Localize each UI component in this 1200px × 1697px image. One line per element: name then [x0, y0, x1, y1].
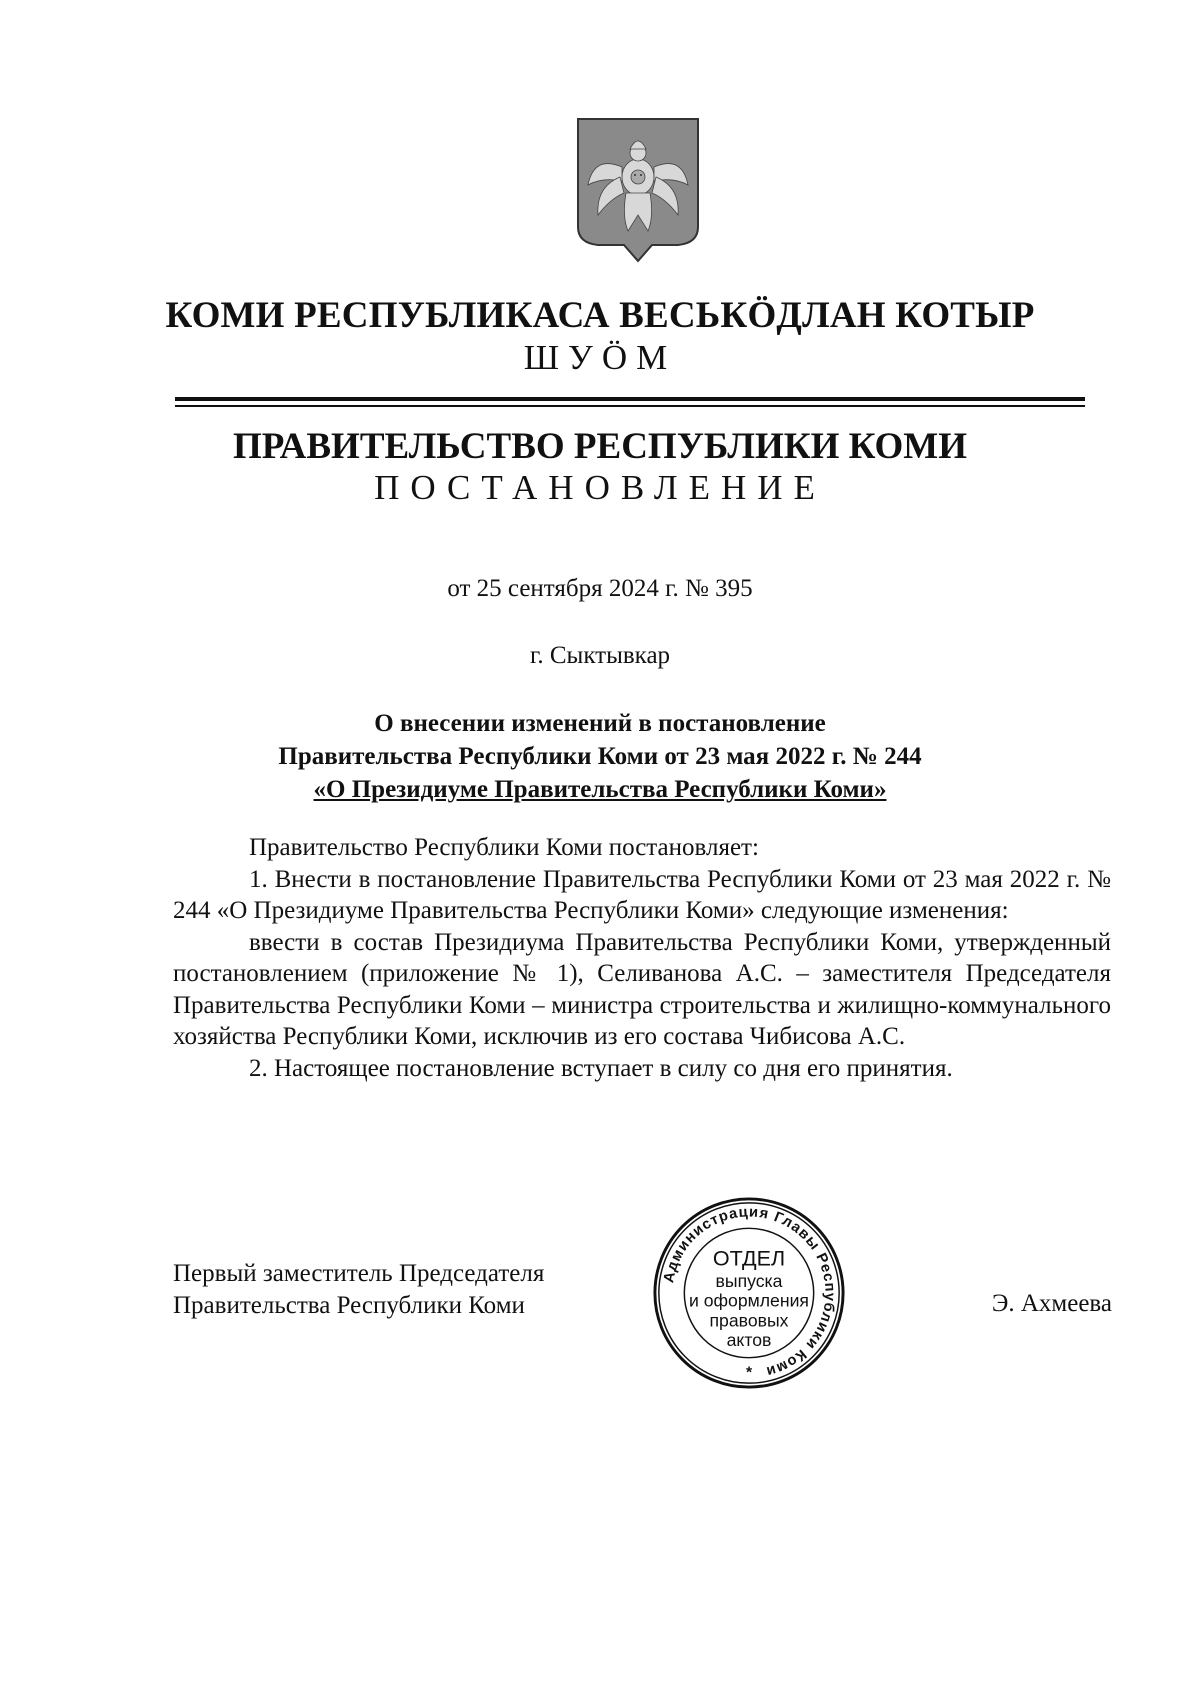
- header-divider-thick: [175, 397, 1085, 401]
- signatory-name: Э. Ахмеева: [991, 1290, 1112, 1317]
- subject-line-3: «О Президиуме Правительства Республики Коми»: [313, 776, 887, 803]
- document-city: г. Сыктывкар: [529, 642, 671, 669]
- signatory-position-line-1: Первый заместитель Председателя: [173, 1260, 545, 1287]
- stamp-ring-text: Администрация Главы Республики Коми: [661, 1204, 838, 1380]
- subject-line-2: Правительства Республики Коми от 23 мая 2022 г. № 244: [278, 743, 922, 770]
- stamp-line-2: выпуска: [715, 1271, 783, 1292]
- stamp-star: *: [745, 1364, 753, 1382]
- subject-line-1: О внесении изменений в постановление: [374, 710, 826, 737]
- signatory-position-line-2: Правительства Республики Коми: [173, 1291, 525, 1319]
- stamp-line-4: правовых: [709, 1310, 789, 1331]
- coat-of-arms-icon: [574, 115, 702, 265]
- stamp-line-5: актов: [726, 1329, 772, 1350]
- komi-document-type: ШУӦМ: [523, 338, 677, 377]
- body-paragraph-1: Правительство Республики Коми постановляет:: [249, 834, 759, 861]
- stamp-line-1: ОТДЕЛ: [712, 1245, 786, 1271]
- document-subject: [0, 707, 1200, 806]
- komi-government-title: КОМИ РЕСПУБЛИКАСА ВЕСЬКӦДЛАН КОТЫР: [165, 295, 1035, 336]
- signatory-position: [173, 1258, 544, 1321]
- document-type: ПОСТАНОВЛЕНИЕ: [374, 468, 826, 507]
- body-paragraph-4: 2. Настоящее постановление вступает в силу со дня его принятия.: [249, 1054, 953, 1082]
- body-paragraph-3: ввести в состав Президиума Правительства Республики Коми, утвержденный постановлением (приложение № 1), Селиванова А.С. – заместителя Председателя Правительства Республики Коми – министра строительства и жилищно-коммунального хозяйства Республики Коми, исключив из его состава Чибисова А.С.: [173, 928, 1111, 1050]
- stamp-line-3: и оформления: [689, 1290, 809, 1311]
- official-stamp-icon: [651, 1195, 847, 1391]
- body-paragraph-2: 1. Внести в постановление Правительства Республики Коми от 23 мая 2022 г. № 244 «О Президиуме Правительства Республики Коми» следующие изменения:: [173, 865, 1111, 924]
- header-divider-thin: [175, 405, 1085, 407]
- document-body: [173, 832, 1111, 1084]
- document-date-number: от 25 сентября 2024 г. № 395: [447, 575, 753, 602]
- government-title: ПРАВИТЕЛЬСТВО РЕСПУБЛИКИ КОМИ: [233, 426, 967, 467]
